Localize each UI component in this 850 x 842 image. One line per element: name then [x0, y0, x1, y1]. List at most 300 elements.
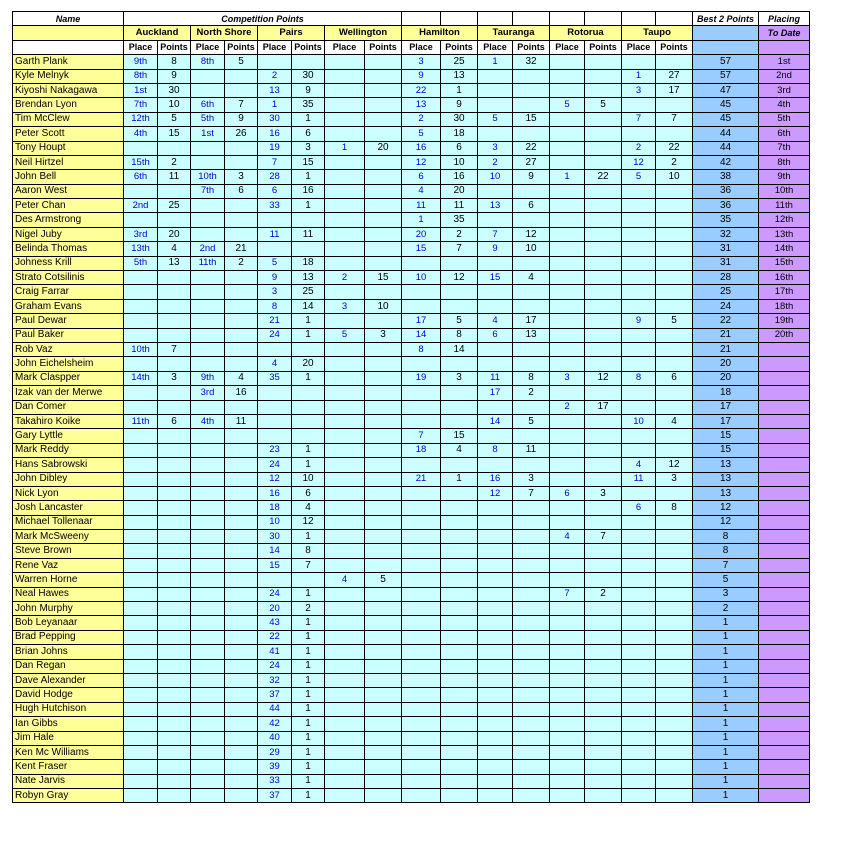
table-row: [13, 155, 810, 169]
place-cell: 11: [258, 227, 292, 241]
player-name: Aaron West: [13, 184, 124, 198]
competition-header: Rotorua: [550, 26, 622, 40]
table-row: [13, 472, 810, 486]
place-cell: [325, 371, 365, 385]
points-cell: [441, 673, 478, 687]
place-cell: 7: [402, 429, 441, 443]
points-cell: [656, 760, 693, 774]
best-points-cell: 1: [693, 645, 759, 659]
points-cell: [585, 55, 622, 69]
place-cell: [622, 299, 656, 313]
placing-cell: [759, 587, 810, 601]
points-cell: 1: [292, 314, 325, 328]
place-cell: [550, 386, 585, 400]
points-cell: [158, 314, 191, 328]
place-cell: 33: [258, 774, 292, 788]
points-cell: 3: [225, 170, 258, 184]
place-cell: [325, 688, 365, 702]
place-cell: [191, 501, 225, 515]
player-name: Ian Gibbs: [13, 717, 124, 731]
placing-cell: [759, 602, 810, 616]
points-cell: 22: [585, 170, 622, 184]
best-points-cell: 1: [693, 745, 759, 759]
points-cell: [513, 616, 550, 630]
points-cell: 11: [225, 414, 258, 428]
table-row: [13, 774, 810, 788]
points-cell: 5: [656, 314, 693, 328]
player-name: Brendan Lyon: [13, 98, 124, 112]
points-cell: 14: [292, 299, 325, 313]
place-cell: [478, 357, 513, 371]
best-points-cell: 21: [693, 342, 759, 356]
header-row-3: [13, 40, 810, 54]
points-cell: [158, 328, 191, 342]
points-cell: 6: [158, 414, 191, 428]
points-cell: [513, 98, 550, 112]
points-cell: [441, 486, 478, 500]
points-cell: 20: [158, 227, 191, 241]
points-cell: [441, 745, 478, 759]
place-cell: [191, 486, 225, 500]
placing-cell: [759, 429, 810, 443]
points-cell: 20: [292, 357, 325, 371]
points-cell: [292, 414, 325, 428]
points-cell: 5: [225, 55, 258, 69]
table-row: [13, 386, 810, 400]
place-cell: 8th: [191, 55, 225, 69]
points-cell: [585, 199, 622, 213]
place-cell: [622, 774, 656, 788]
place-cell: [478, 184, 513, 198]
place-cell: [402, 616, 441, 630]
place-cell: [478, 544, 513, 558]
place-cell: [191, 745, 225, 759]
points-cell: 17: [656, 83, 693, 97]
place-cell: [478, 501, 513, 515]
placing-cell: 11th: [759, 199, 810, 213]
place-cell: 18: [258, 501, 292, 515]
placing-cell: 14th: [759, 242, 810, 256]
place-cell: [622, 544, 656, 558]
points-cell: [585, 717, 622, 731]
place-cell: [402, 587, 441, 601]
points-cell: [365, 414, 402, 428]
player-name: Hans Sabrowski: [13, 458, 124, 472]
place-cell: [622, 630, 656, 644]
place-cell: [325, 170, 365, 184]
player-name: Jim Hale: [13, 731, 124, 745]
points-cell: 15: [441, 429, 478, 443]
table-row: [13, 98, 810, 112]
points-cell: [158, 544, 191, 558]
points-cell: [441, 256, 478, 270]
points-cell: 2: [158, 155, 191, 169]
points-cell: 1: [292, 443, 325, 457]
placing-cell: [759, 760, 810, 774]
place-cell: 5: [550, 98, 585, 112]
place-cell: [191, 141, 225, 155]
place-cell: [550, 544, 585, 558]
points-cell: [585, 731, 622, 745]
placing-cell: [759, 673, 810, 687]
points-cell: 4: [441, 443, 478, 457]
player-name: Takahiro Koike: [13, 414, 124, 428]
best-points-cell: 35: [693, 213, 759, 227]
place-cell: [478, 285, 513, 299]
place-cell: [124, 745, 158, 759]
place-cell: [478, 659, 513, 673]
place-subheader: Place: [258, 40, 292, 54]
placing-cell: [759, 472, 810, 486]
points-cell: [225, 587, 258, 601]
points-cell: 1: [292, 731, 325, 745]
place-cell: [478, 602, 513, 616]
points-cell: [656, 645, 693, 659]
placing-cell: 13th: [759, 227, 810, 241]
place-cell: [550, 242, 585, 256]
place-cell: [191, 443, 225, 457]
place-cell: [124, 515, 158, 529]
player-name: David Hodge: [13, 688, 124, 702]
player-name: Mark McSweeny: [13, 530, 124, 544]
table-row: [13, 170, 810, 184]
place-cell: [550, 472, 585, 486]
best-points-cell: 36: [693, 184, 759, 198]
place-cell: [478, 731, 513, 745]
best-points-header: Best 2 Points: [693, 12, 759, 26]
points-cell: [158, 443, 191, 457]
competition-header: Taupo: [622, 26, 693, 40]
points-cell: [513, 702, 550, 716]
place-cell: [622, 645, 656, 659]
points-cell: [292, 400, 325, 414]
place-cell: 19: [258, 141, 292, 155]
points-cell: 7: [585, 530, 622, 544]
placing-cell: [759, 414, 810, 428]
place-cell: [191, 227, 225, 241]
points-cell: [158, 357, 191, 371]
place-cell: [478, 616, 513, 630]
points-subheader: Points: [225, 40, 258, 54]
place-cell: [191, 530, 225, 544]
place-cell: [402, 774, 441, 788]
points-cell: [225, 645, 258, 659]
place-cell: [478, 83, 513, 97]
table-row: [13, 227, 810, 241]
place-cell: [325, 486, 365, 500]
points-cell: 1: [292, 774, 325, 788]
points-cell: [292, 342, 325, 356]
points-cell: 4: [225, 371, 258, 385]
placing-cell: 18th: [759, 299, 810, 313]
table-row: [13, 184, 810, 198]
points-cell: [225, 271, 258, 285]
points-cell: 1: [292, 659, 325, 673]
player-name: Dan Regan: [13, 659, 124, 673]
place-cell: [402, 486, 441, 500]
points-cell: [225, 745, 258, 759]
points-cell: [656, 55, 693, 69]
player-name: Kiyoshi Nakagawa: [13, 83, 124, 97]
best-points-cell: 45: [693, 112, 759, 126]
points-cell: 1: [441, 472, 478, 486]
points-cell: [441, 702, 478, 716]
place-cell: [191, 458, 225, 472]
points-cell: [441, 386, 478, 400]
points-cell: [158, 184, 191, 198]
points-cell: [365, 602, 402, 616]
points-cell: [513, 731, 550, 745]
placing-cell: [759, 745, 810, 759]
place-cell: 37: [258, 688, 292, 702]
place-cell: 24: [258, 587, 292, 601]
points-cell: [513, 127, 550, 141]
points-cell: [441, 688, 478, 702]
place-cell: 17: [478, 386, 513, 400]
points-cell: [365, 170, 402, 184]
place-cell: [124, 717, 158, 731]
place-cell: 7: [478, 227, 513, 241]
points-cell: [225, 285, 258, 299]
points-cell: [656, 429, 693, 443]
points-cell: [585, 745, 622, 759]
points-cell: [158, 688, 191, 702]
place-cell: [124, 731, 158, 745]
placing-cell: [759, 688, 810, 702]
table-row: [13, 55, 810, 69]
points-cell: [656, 616, 693, 630]
points-cell: [225, 616, 258, 630]
place-cell: [402, 602, 441, 616]
player-name: Josh Lancaster: [13, 501, 124, 515]
player-name: Craig Farrar: [13, 285, 124, 299]
table-row: [13, 702, 810, 716]
points-cell: [513, 558, 550, 572]
player-name: Brian Johns: [13, 645, 124, 659]
points-cell: 2: [292, 602, 325, 616]
place-cell: [325, 386, 365, 400]
points-cell: [365, 112, 402, 126]
place-cell: [550, 745, 585, 759]
place-cell: 42: [258, 717, 292, 731]
placing-cell: 3rd: [759, 83, 810, 97]
place-cell: 1: [550, 170, 585, 184]
points-cell: 21: [225, 242, 258, 256]
points-cell: [585, 472, 622, 486]
place-cell: 3: [402, 55, 441, 69]
place-cell: [325, 256, 365, 270]
points-cell: [365, 501, 402, 515]
points-cell: [365, 659, 402, 673]
place-cell: 15: [402, 242, 441, 256]
place-cell: [402, 501, 441, 515]
best-points-cell: 1: [693, 673, 759, 687]
place-cell: [622, 127, 656, 141]
points-cell: [513, 587, 550, 601]
points-cell: [225, 342, 258, 356]
place-cell: [258, 342, 292, 356]
points-cell: [656, 256, 693, 270]
place-cell: [550, 501, 585, 515]
place-cell: [191, 616, 225, 630]
points-cell: 9: [292, 83, 325, 97]
points-cell: 2: [585, 587, 622, 601]
points-cell: 8: [656, 501, 693, 515]
spacer-cell: [441, 12, 478, 26]
points-cell: [365, 673, 402, 687]
place-cell: [550, 717, 585, 731]
place-cell: [550, 789, 585, 803]
best-points-cell: 20: [693, 371, 759, 385]
place-cell: 29: [258, 745, 292, 759]
place-cell: [258, 400, 292, 414]
points-cell: [513, 602, 550, 616]
place-cell: 33: [258, 199, 292, 213]
place-cell: [550, 731, 585, 745]
player-name: Nate Jarvis: [13, 774, 124, 788]
place-cell: [191, 645, 225, 659]
points-cell: [513, 357, 550, 371]
points-cell: [158, 587, 191, 601]
points-cell: [158, 285, 191, 299]
points-cell: 1: [292, 587, 325, 601]
place-cell: [191, 659, 225, 673]
points-cell: 2: [656, 155, 693, 169]
place-cell: 6th: [191, 98, 225, 112]
place-cell: 22: [402, 83, 441, 97]
points-cell: 22: [513, 141, 550, 155]
points-cell: [585, 83, 622, 97]
player-name: Mark Reddy: [13, 443, 124, 457]
table-row: [13, 271, 810, 285]
place-cell: [550, 55, 585, 69]
placing-cell: [759, 400, 810, 414]
place-cell: [191, 515, 225, 529]
points-cell: [513, 429, 550, 443]
place-cell: 14: [402, 328, 441, 342]
place-cell: [550, 299, 585, 313]
points-cell: 9: [513, 170, 550, 184]
table-row: [13, 515, 810, 529]
points-cell: 1: [292, 717, 325, 731]
points-cell: 7: [292, 558, 325, 572]
points-cell: [225, 602, 258, 616]
best-points-cell: 31: [693, 256, 759, 270]
place-cell: [191, 688, 225, 702]
place-cell: 9: [402, 69, 441, 83]
place-cell: 13: [402, 98, 441, 112]
place-cell: 8: [622, 371, 656, 385]
points-cell: [225, 213, 258, 227]
name-header-spacer: [13, 26, 124, 40]
place-cell: 9: [478, 242, 513, 256]
player-name: Des Armstrong: [13, 213, 124, 227]
points-cell: [225, 760, 258, 774]
place-cell: [622, 558, 656, 572]
points-subheader: Points: [585, 40, 622, 54]
points-cell: 1: [292, 702, 325, 716]
player-name: Ken Mc Williams: [13, 745, 124, 759]
points-cell: 25: [158, 199, 191, 213]
points-cell: [225, 299, 258, 313]
place-cell: [402, 357, 441, 371]
place-cell: [325, 789, 365, 803]
points-cell: 6: [292, 127, 325, 141]
placing-cell: 5th: [759, 112, 810, 126]
points-cell: 35: [292, 98, 325, 112]
place-cell: [622, 659, 656, 673]
place-cell: [325, 127, 365, 141]
points-cell: [225, 530, 258, 544]
place-cell: 23: [258, 443, 292, 457]
points-cell: [365, 184, 402, 198]
place-cell: 6: [478, 328, 513, 342]
place-cell: [325, 702, 365, 716]
player-name: Johness Krill: [13, 256, 124, 270]
placing-cell: [759, 371, 810, 385]
points-cell: [585, 458, 622, 472]
points-cell: [585, 213, 622, 227]
place-cell: 5th: [191, 112, 225, 126]
points-cell: [225, 501, 258, 515]
place-cell: [550, 602, 585, 616]
place-cell: [325, 227, 365, 241]
place-cell: [478, 789, 513, 803]
points-cell: [158, 731, 191, 745]
place-cell: 11: [622, 472, 656, 486]
place-cell: [191, 357, 225, 371]
points-cell: 3: [441, 371, 478, 385]
place-cell: 35: [258, 371, 292, 385]
points-cell: [225, 199, 258, 213]
points-cell: [365, 789, 402, 803]
place-cell: 5: [325, 328, 365, 342]
place-cell: [325, 199, 365, 213]
place-cell: [402, 544, 441, 558]
place-cell: 4th: [124, 127, 158, 141]
place-cell: 3: [550, 371, 585, 385]
points-cell: [656, 271, 693, 285]
place-cell: [124, 645, 158, 659]
player-name: Bob Leyanaar: [13, 616, 124, 630]
place-cell: 6: [258, 184, 292, 198]
table-row: [13, 789, 810, 803]
place-cell: [402, 530, 441, 544]
table-row: [13, 630, 810, 644]
competition-header: North Shore: [191, 26, 258, 40]
place-cell: [550, 558, 585, 572]
placing-cell: [759, 702, 810, 716]
table-row: [13, 141, 810, 155]
player-name: Robyn Gray: [13, 789, 124, 803]
place-cell: [191, 69, 225, 83]
points-cell: [365, 630, 402, 644]
place-cell: [124, 673, 158, 687]
points-cell: [158, 774, 191, 788]
place-cell: [622, 184, 656, 198]
points-cell: 12: [513, 227, 550, 241]
points-cell: [513, 342, 550, 356]
place-cell: [478, 213, 513, 227]
place-cell: [622, 342, 656, 356]
place-cell: 39: [258, 760, 292, 774]
name-header-spacer: [13, 40, 124, 54]
points-cell: 1: [292, 616, 325, 630]
placing-cell: [759, 630, 810, 644]
points-cell: [656, 544, 693, 558]
place-subheader: Place: [550, 40, 585, 54]
player-name: Brad Pepping: [13, 630, 124, 644]
